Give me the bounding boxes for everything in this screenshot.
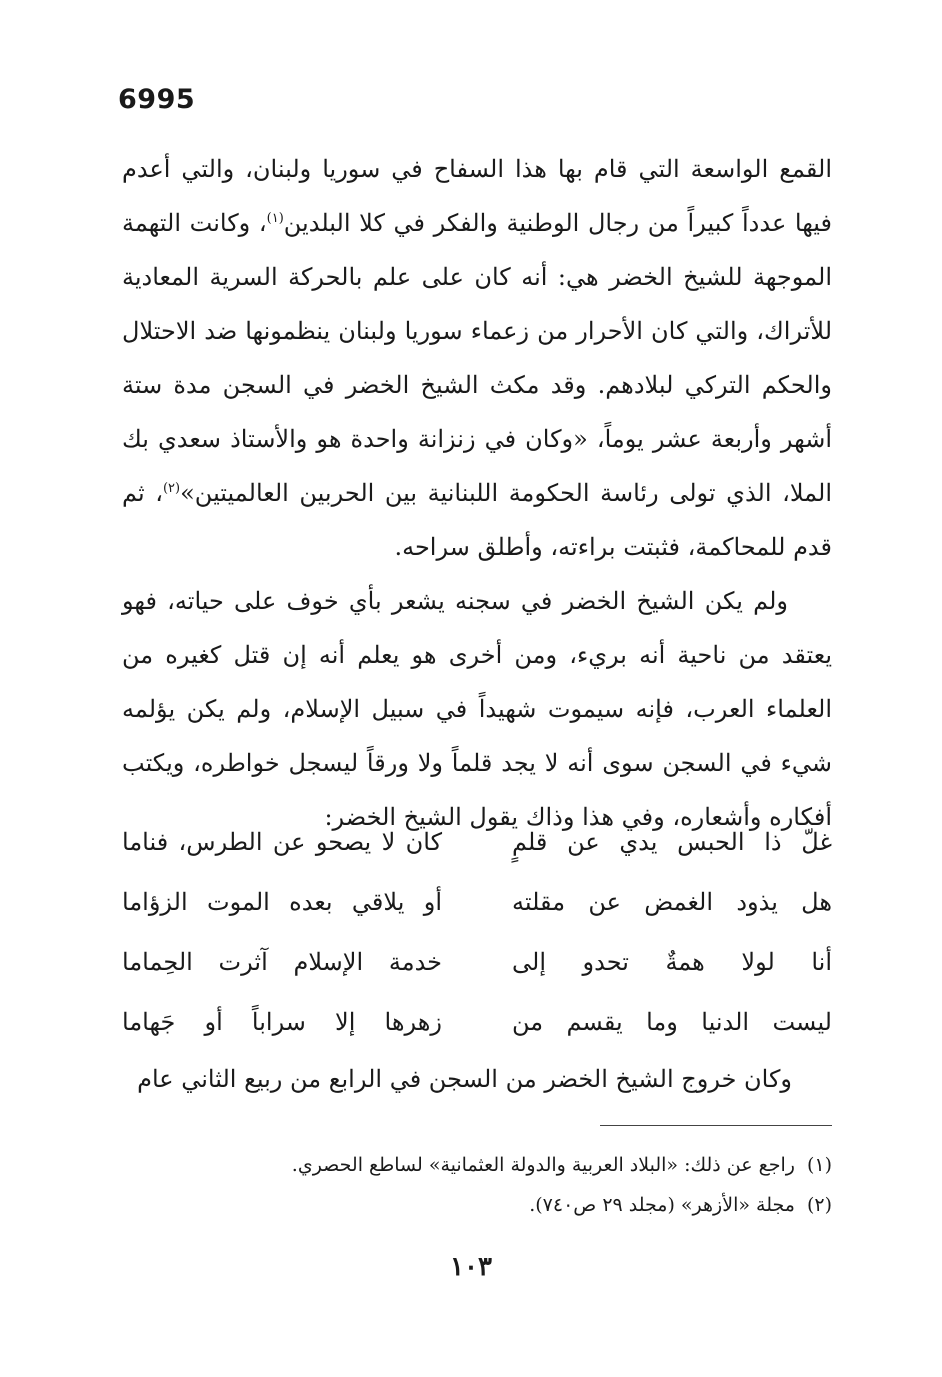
page-id: 6995	[118, 84, 196, 115]
main-text	[122, 142, 832, 844]
verse-line	[122, 932, 832, 992]
page-number: ١٠٣	[450, 1252, 492, 1282]
verse-first-hemistich: أنا لولا همةٌ تحدو إلى	[512, 948, 832, 976]
footnote-ref-2: (٢)	[162, 481, 181, 496]
paragraph-1	[122, 142, 832, 574]
footnotes	[122, 1145, 832, 1225]
verse-first-hemistich: هل يذود الغمض عن مقلته	[512, 888, 832, 916]
paragraph-1-text-end: ، ثم قدم للمحاكمة، فثبتت براءته، وأطلق سراحه.	[122, 479, 832, 561]
verse-first-hemistich: ليست الدنيا وما يقسم من	[512, 1008, 832, 1036]
footnote-ref-1: (١)	[266, 211, 284, 226]
paragraph-1-text: القمع الواسعة التي قام بها هذا السفاح في سوريا ولبنان، والتي أعدم فيها عدداً كبيراً من رجال الوطنية والفكر في كلا البلدين	[122, 155, 833, 237]
paragraph-1-text-cont: ، وكانت التهمة الموجهة للشيخ الخضر هي: أنه كان على علم بالحركة السرية المعادية للأتراك، والتي كان الأحرار من زعماء سوريا ولبنان ينظمونها ضد الاحتلال والحكم التركي لبلادهم. وقد مكث الشيخ الخضر في السجن مدة ستة أشهر وأربعة عشر يوماً، «وكان في زنزانة واحدة هو والأستاذ سعدي بك الملا، الذي تولى رئاسة الحكومة اللبنانية بين الحربين العالميتين»	[122, 209, 833, 507]
verse-second-hemistich: أو يلاقي بعده الموت الزؤاما	[122, 888, 442, 916]
continuation-line: وكان خروج الشيخ الخضر من السجن في الرابع من ربيع الثاني عام	[137, 1065, 792, 1093]
footnote-divider	[600, 1125, 832, 1126]
verse-second-hemistich: خدمة الإسلام آثرت الحِماما	[122, 948, 442, 976]
footnote-text: راجع عن ذلك: «البلاد العربية والدولة العثمانية» لساطع الحصري.	[291, 1154, 795, 1176]
paragraph-2: ولم يكن الشيخ الخضر في سجنه يشعر بأي خوف على حياته، فهو يعتقد من ناحية أنه بريء، ومن أخرى هو يعلم أنه إن قتل كغيره من العلماء العرب، فإنه سيموت شهيداً في سبيل الإسلام، ولم يكن يؤلمه شيء في السجن سوى أنه لا يجد قلماً ولا ورقاً ليسجل خواطره، ويكتب أفكاره وأشعاره، وفي هذا وذاك يقول الشيخ الخضر:	[122, 587, 832, 831]
footnote-number: (٢)	[806, 1194, 832, 1216]
verse-second-hemistich: كان لا يصحو عن الطرس، فناما	[122, 828, 442, 856]
verse-line	[122, 812, 832, 872]
poem	[122, 812, 832, 1052]
verse-line	[122, 872, 832, 932]
footnote-number: (١)	[806, 1154, 832, 1176]
footnote-2	[122, 1185, 832, 1225]
footnote-text: مجلة «الأزهر» (مجلد ٢٩ ص٧٤٠).	[529, 1194, 795, 1216]
footnote-1	[122, 1145, 832, 1185]
verse-first-hemistich: غلّ ذا الحبس يدي عن قلمٍ	[512, 828, 832, 856]
verse-line	[122, 992, 832, 1052]
verse-second-hemistich: زهرها إلا سراباً أو جَهاما	[122, 1008, 442, 1036]
